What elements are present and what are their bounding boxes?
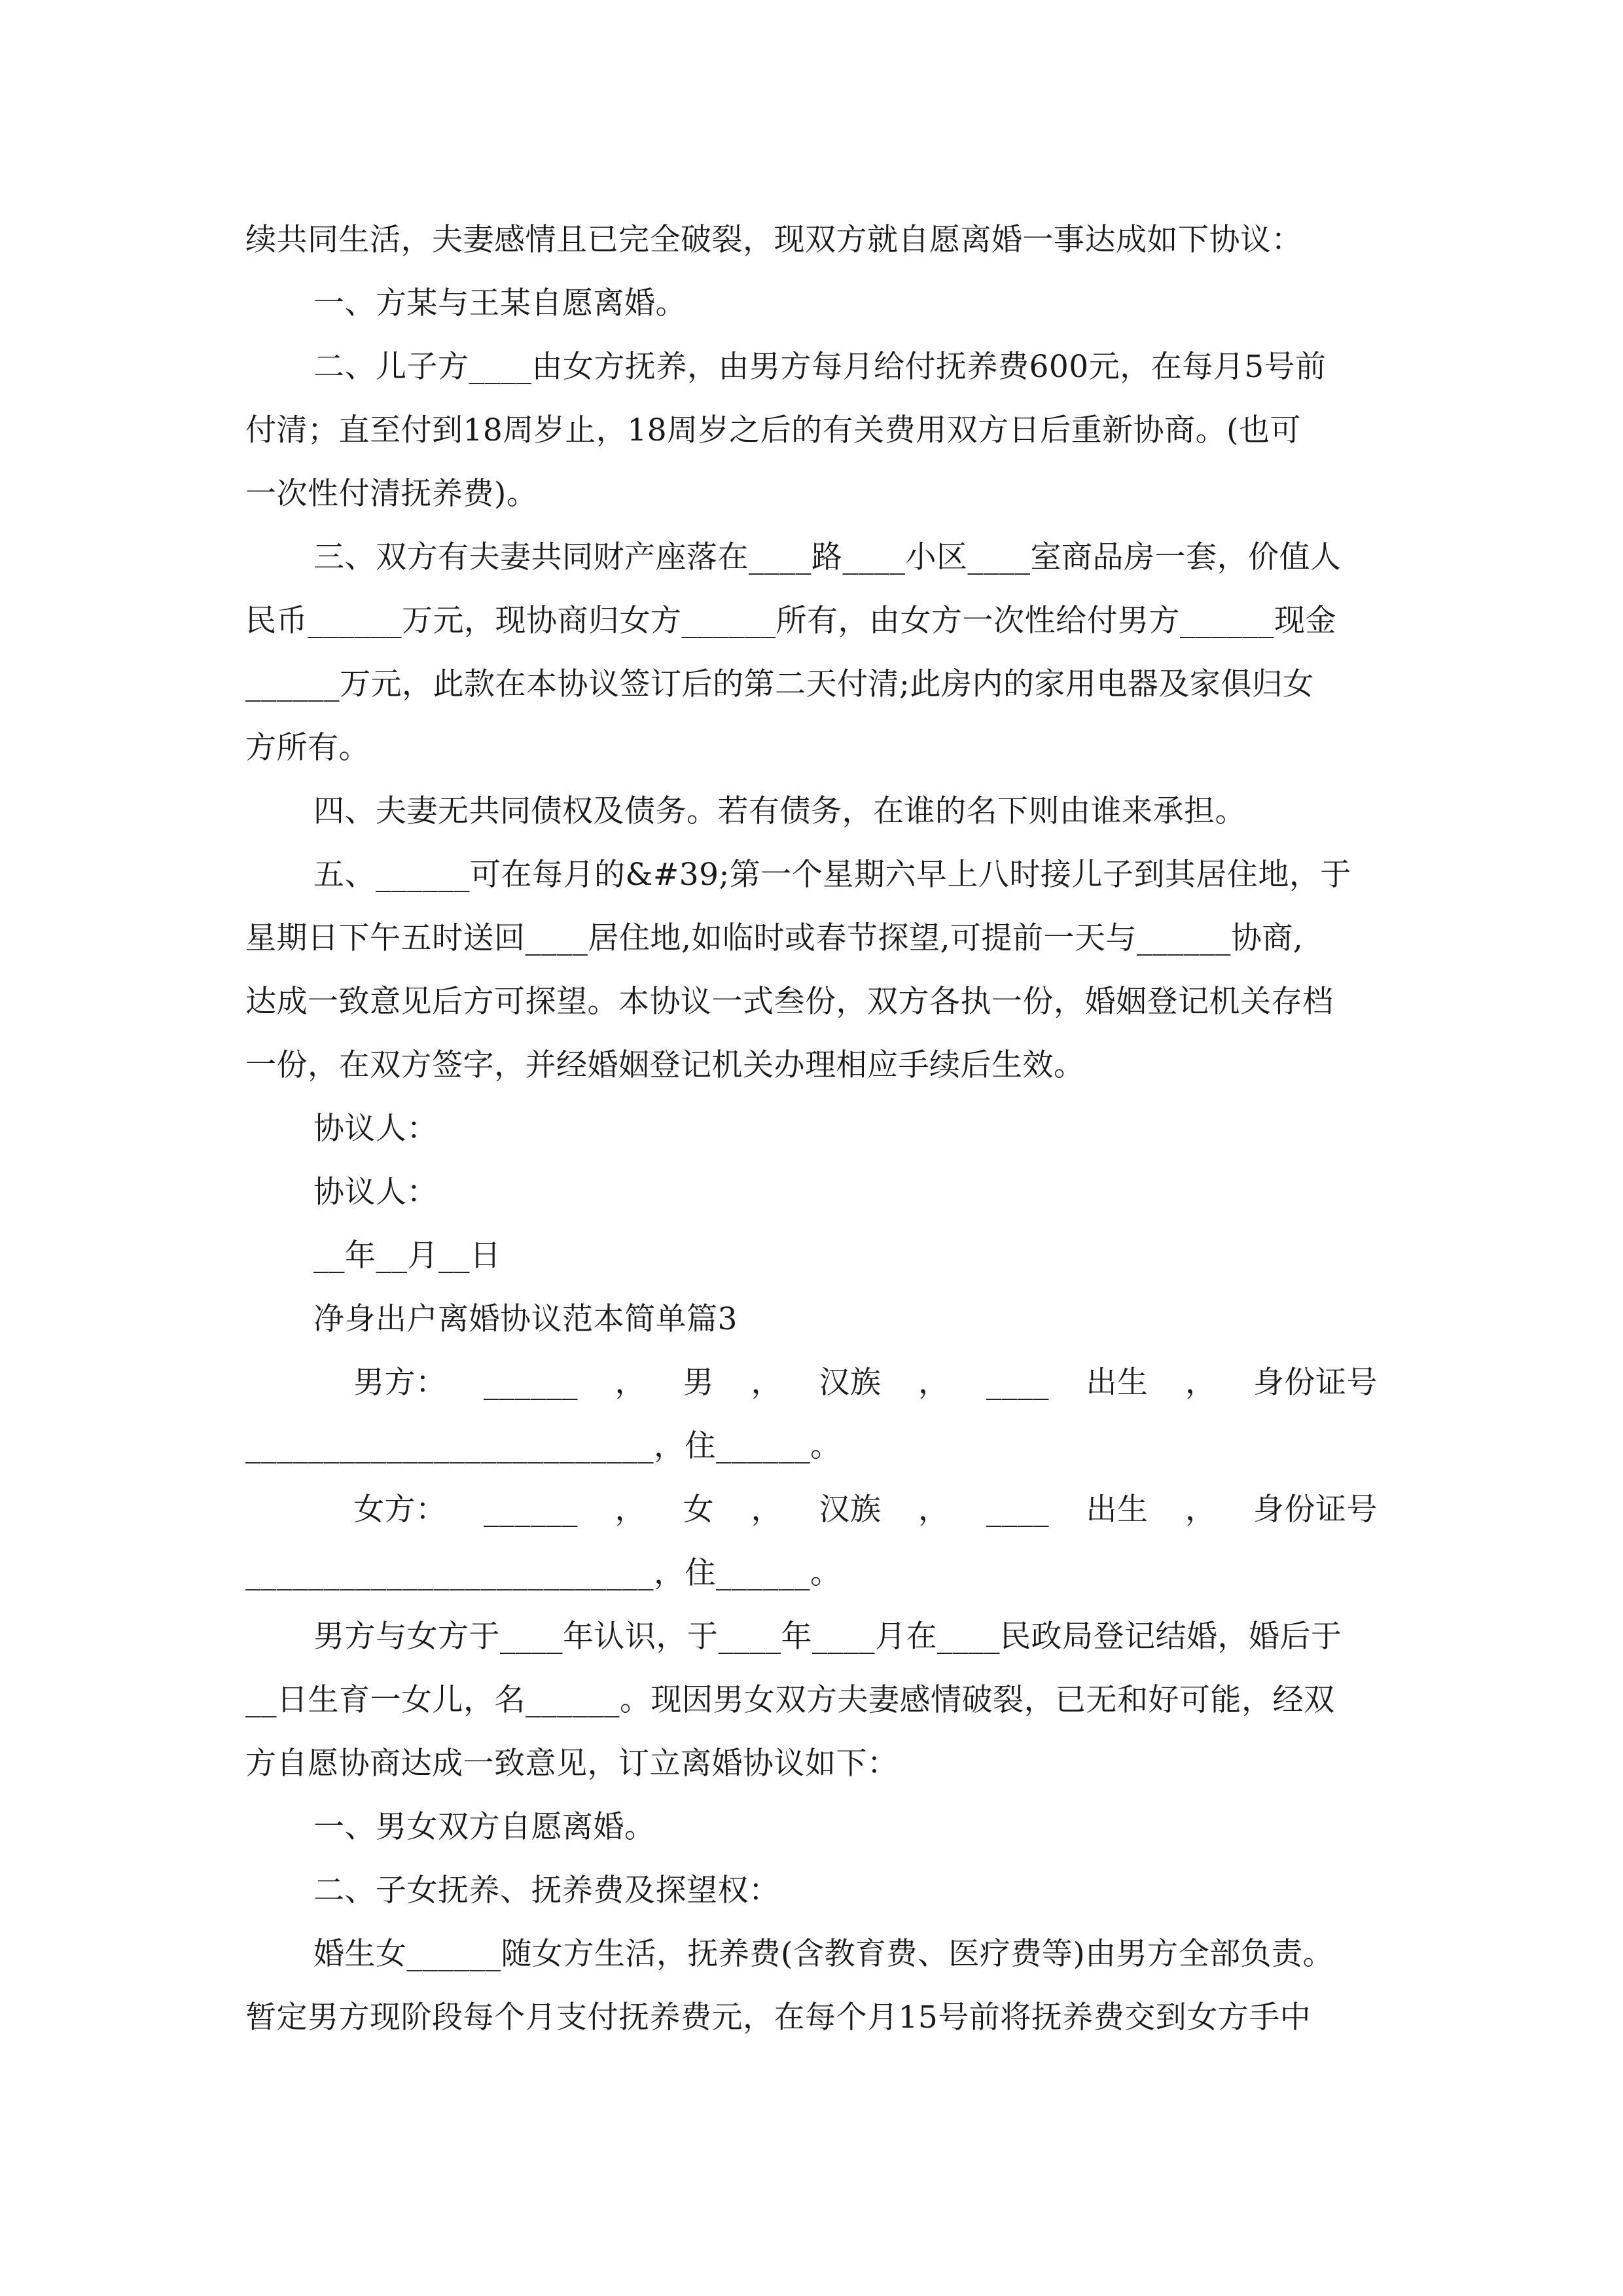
punct: ， (918, 1365, 950, 1401)
gender: 女 (683, 1492, 714, 1528)
id-label: 身份证号 (1253, 1365, 1378, 1401)
paragraph-line: 婚生女______随女方生活，抚养费(含教育费、医疗费等)由男方全部负责。 (313, 1936, 1334, 1972)
born-label: 出生 (1086, 1365, 1149, 1401)
woman-info-line (245, 1478, 1378, 1541)
document-body (245, 208, 1378, 2049)
blank-field: ______ (484, 1365, 578, 1401)
paragraph-line: 民币______万元，现协商归女方______所有，由女方一次性给付男方______现金 (245, 603, 1336, 639)
born-label: 出生 (1086, 1492, 1149, 1528)
clause-2: 二、子女抚养、抚养费及探望权： (313, 1873, 780, 1909)
clause-4: 四、夫妻无共同债权及债务。若有债务，在谁的名下则由谁来承担。 (313, 793, 1246, 829)
blank-field: ____ (986, 1492, 1049, 1528)
clause-2: 二、儿子方____由女方抚养，由男方每月给付抚养费600元，在每月5号前 (313, 349, 1327, 385)
signatory-label: 协议人： (313, 1111, 438, 1147)
punct: ， (751, 1365, 782, 1401)
paragraph-line: 一份，在双方签字，并经婚姻登记机关办理相应手续后生效。 (245, 1047, 1085, 1083)
paragraph-line: 星期日下午五时送回____居住地,如临时或春节探望,可提前一天与______协商, (245, 920, 1304, 956)
ethnicity: 汉族 (819, 1365, 882, 1401)
clause-1: 一、男女双方自愿离婚。 (313, 1809, 656, 1845)
man-id-address-line: __________________________，住______。 (245, 1428, 842, 1464)
paragraph-line: 续共同生活，夫妻感情且已完全破裂，现双方就自愿离婚一事达成如下协议： (245, 222, 1302, 258)
clause-1: 一、方某与王某自愿离婚。 (313, 285, 687, 321)
date-line: __年__月__日 (313, 1238, 501, 1274)
punct: ， (918, 1492, 950, 1528)
man-info-line (245, 1351, 1378, 1414)
blank-field: ____ (986, 1365, 1049, 1401)
paragraph-line: 一次性付清抚养费)。 (245, 476, 538, 512)
paragraph-line: 方所有。 (245, 730, 370, 766)
signatory-label: 协议人： (313, 1174, 438, 1210)
clause-3: 三、双方有夫妻共同财产座落在____路____小区____室商品房一套，价值人 (313, 539, 1342, 575)
punct: ， (615, 1365, 646, 1401)
paragraph-line: 付清；直至付到18周岁止，18周岁之后的有关费用双方日后重新协商。(也可 (245, 412, 1301, 448)
clause-5: 五、______可在每月的&#39;第一个星期六早上八时接儿子到其居住地，于 (313, 857, 1351, 893)
ethnicity: 汉族 (819, 1492, 882, 1528)
punct: ， (751, 1492, 782, 1528)
woman-label: 女方： (353, 1492, 447, 1528)
punct: ， (1185, 1492, 1217, 1528)
man-label: 男方： (353, 1365, 447, 1401)
paragraph-line: __日生育一女儿，名______。现因男女双方夫妻感情破裂，已无和好可能，经双 (245, 1682, 1335, 1718)
id-label: 身份证号 (1253, 1492, 1378, 1528)
background-paragraph: 男方与女方于____年认识，于____年____月在____民政局登记结婚，婚后于 (313, 1619, 1342, 1655)
paragraph-line: 暂定男方现阶段每个月支付抚养费元，在每个月15号前将抚养费交到女方手中 (245, 2000, 1311, 2036)
paragraph-line: ______万元，此款在本协议签订后的第二天付清;此房内的家用电器及家俱归女 (245, 666, 1314, 702)
punct: ， (615, 1492, 646, 1528)
gender: 男 (683, 1365, 714, 1401)
woman-id-address-line: __________________________，住______。 (245, 1555, 842, 1591)
punct: ， (1185, 1365, 1217, 1401)
paragraph-line: 达成一致意见后方可探望。本协议一式叁份，双方各执一份，婚姻登记机关存档 (245, 984, 1334, 1020)
blank-field: ______ (484, 1492, 578, 1528)
paragraph-line: 方自愿协商达成一致意见，订立离婚协议如下： (245, 1746, 899, 1782)
section-title: 净身出户离婚协议范本简单篇3 (313, 1301, 738, 1337)
